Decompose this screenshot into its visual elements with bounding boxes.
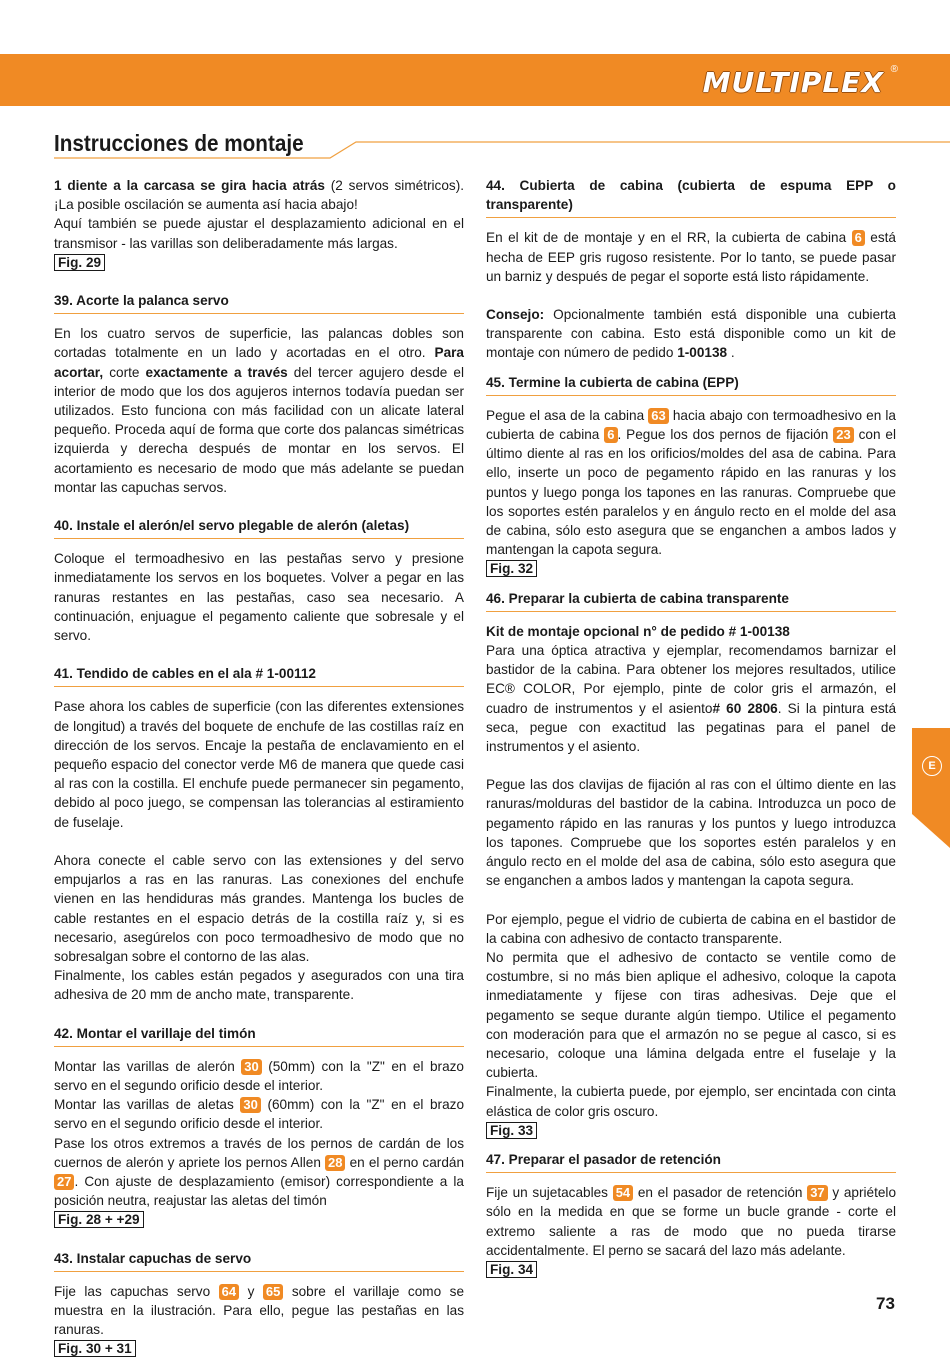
text-span: . Con ajuste de desplazamiento (emisor) correspondiente a la posición neutra, reajustar las aletas del timón xyxy=(54,1173,464,1209)
intro-paragraph xyxy=(54,176,464,214)
text-span: . Si la pintura está seca, pegue con exactitud las pegatinas para el panel de instrumentos y el asiento. xyxy=(486,700,897,755)
section-41-p1: Pase ahora los cables de superficie (con las diferentes extensiones de longitud) a través del boquete de enchufe de las costillas raíz en dirección de los servos. Encaje la pestaña de enclavamiento en el pequeño espacio del conector verde M6 de manera que quede casi al ras con la costilla. El enchufe puede permanecer sin pegamento, debido al poco juego, se compensan las tolerancias al estiramiento de fuselaje. xyxy=(54,699,464,830)
registered-mark: ® xyxy=(890,64,898,75)
text-span: hacia abajo con termoadhesivo en la cubierta de cabina xyxy=(486,407,896,443)
header-band xyxy=(0,54,950,106)
text-span: Opcionalmente también está disponible una cubierta transparente con cabina. Esto está disponible como un kit de montaje con número de pedido xyxy=(486,307,896,361)
text-span: . Pegue los dos pernos de fijación xyxy=(617,427,834,443)
part-number-badge: 30 xyxy=(240,1097,260,1113)
text-span: del tercer agujero desde el interior de modo que los dos agujeros internos todavía puedan ser utilizados. Esto funciona con más facilidad con un alicate lateral pequeño. Proceda aquí de forma que corte dos palancas simétricas izquierda y derecha después de montar en los servos. El acortamiento es necesario de modo que más adelante se puedan montar las capuchas servos. xyxy=(54,364,464,495)
figure-ref: Fig. 33 xyxy=(486,1122,537,1139)
section-46-p2: Pegue las dos clavijas de fijación al ras con el último diente en las ranuras/molduras del bastidor de la cabina. Introduzca un poco de pegamento rápido en las ranuras y los puntos y luego introduzca los tapones. Compruebe que los soportes estén paralelos y en ángulo recto en el molde del asa de cabina, sólo esto asegura que se enganchen a ambos lados y mantengan la capota segura. xyxy=(486,777,896,889)
part-number-badge: 37 xyxy=(807,1185,827,1201)
section-41-p2: Ahora conecte el cable servo con las extensiones y del servo empujarlos a ras en las ranuras. Las conexiones del enchufe vienen en las hendiduras más grandes. Mantenga los bucles de cable restantes en el espacio detrás de la costilla raíz y, si es necesario, asegúrelos con poco termoadhesivo de modo que no sobresalgan sobre el contorno de las alas. xyxy=(54,852,464,964)
section-44-text xyxy=(486,228,896,286)
subheading-text: Kit de montaje opcional n° de pedido # 1-00138 xyxy=(486,623,790,639)
section-39-text xyxy=(54,324,464,497)
text-span: sobre el varillaje como se muestra en la ilustración. Para ello, pegue las pestañas en las ranuras. xyxy=(54,1283,465,1338)
tip-label: Consejo: xyxy=(486,307,545,323)
language-tab xyxy=(912,728,950,848)
text-span: Fije las capuchas servo xyxy=(54,1283,219,1299)
figure-ref: Fig. 30 + 31 xyxy=(54,1340,136,1357)
section-heading-44: 44. Cubierta de cabina (cubierta de espuma EPP o transparente) xyxy=(486,176,896,218)
part-number-badge: 6 xyxy=(604,427,617,443)
page-number: 73 xyxy=(876,1294,895,1313)
section-40-text: Coloque el termoadhesivo en las pestañas servo y presione inmediatamente los servos en los boquetes. Volver a pegar en las ranuras restantes en las pestañas, caso sea necesario. A continuación, enjuague el pegamento caliente que sobresale y el servo. xyxy=(54,551,464,644)
part-number-badge: 30 xyxy=(241,1059,261,1075)
section-46-p4: No permita que el adhesivo de contacto se ventile como de costumbre, si no más bien aplique el adhesivo, coloque la capota inmediatamente y fíjese con tiras adhesivas. Deje que el pegamento se seque durante algún tiempo. Utilice el pegamento con moderación para que el armazón no se pegue al casco, si es necesario, coloque una lámina delgada entre el fuselaje y la cubierta. xyxy=(486,949,896,1081)
figure-ref: Fig. 29 xyxy=(54,254,105,271)
section-heading-40: 40. Instale el alerón/el servo plegable de alerón (aletas) xyxy=(54,516,464,539)
text-span: . xyxy=(727,345,735,361)
part-number-badge: 28 xyxy=(325,1155,345,1171)
bold-span: exactamente a través xyxy=(145,364,288,380)
text-span: Pegue el asa de la cabina xyxy=(486,407,649,423)
part-number-badge: 6 xyxy=(852,230,865,246)
text-span: (50mm) con la "Z" en el brazo servo en el segundo orificio desde el interior. xyxy=(54,1058,464,1093)
text-span: Montar las varillas de alerón xyxy=(54,1058,242,1074)
section-heading-42: 42. Montar el varillaje del timón xyxy=(54,1024,464,1047)
text-span: en el pasador de retención xyxy=(633,1185,808,1201)
text-span: está hecha de EEP gris rugoso resistente. Por lo tanto, se puede pasar un barniz y después de pegar el soporte está listo rápidamente. xyxy=(486,230,896,284)
section-46-p1 xyxy=(486,641,896,756)
text-span: corte xyxy=(103,364,146,380)
brand-logo: MULTIPLEX xyxy=(702,66,884,99)
section-heading-47: 47. Preparar el pasador de retención xyxy=(486,1150,896,1173)
section-44-tip xyxy=(486,305,896,363)
part-number-badge: 54 xyxy=(613,1185,633,1201)
left-column xyxy=(54,176,464,1359)
text-span: Para una óptica atractiva y ejemplar, recomendamos barnizar el bastidor de la cabina. Para obtener los mejores resultados, utilice EC® COLOR, Por ejemplo, pinte de color gris el armazón, el cuadro de instrumentos y el asiento xyxy=(486,643,896,716)
section-heading-41: 41. Tendido de cables en el ala # 1-00112 xyxy=(54,664,464,687)
part-number-badge: 27 xyxy=(54,1174,74,1190)
text-span: En los cuatro servos de superficie, las palancas dobles son cortadas totalmente en un lado y acortadas en el otro. xyxy=(54,326,464,361)
section-42-p2 xyxy=(54,1095,464,1133)
part-number-badge: 65 xyxy=(263,1284,283,1300)
figure-ref: Fig. 28 + +29 xyxy=(54,1211,144,1228)
section-46-p5: Finalmente, la cubierta puede, por ejemplo, ser encintada con cinta elástica de color gris oscuro. xyxy=(486,1084,896,1119)
intro-bold: 1 diente a la carcasa se gira hacia atrás xyxy=(54,178,325,193)
right-column xyxy=(486,176,896,1279)
section-42-p1 xyxy=(54,1057,464,1095)
text-span: En el kit de de montaje y en el RR, la cubierta de cabina xyxy=(486,230,852,246)
text-span: (60mm) con la "Z" en el brazo servo en el segundo orificio desde el interior. xyxy=(54,1097,465,1132)
section-43-text xyxy=(54,1282,464,1340)
section-45-text xyxy=(486,406,896,560)
language-tab-letter: E xyxy=(922,756,942,776)
figure-ref: Fig. 32 xyxy=(486,560,537,577)
text-span: Montar las varillas de aletas xyxy=(54,1097,241,1113)
page-title: Instrucciones de montaje xyxy=(54,130,304,156)
section-heading-43: 43. Instalar capuchas de servo xyxy=(54,1249,464,1272)
section-42-p3 xyxy=(54,1134,464,1211)
text-span: Fije un sujetacables xyxy=(486,1185,613,1201)
section-47-text xyxy=(486,1183,896,1260)
section-41-p3: Finalmente, los cables están pegados y asegurados con una tira adhesiva de 20 mm de ancho mate, transparente. xyxy=(54,968,464,1003)
text-span: Pase los otros extremos a través de los pernos de cardán de los cuernos de alerón y apriete los pernos Allen xyxy=(54,1135,464,1170)
part-number-badge: 64 xyxy=(219,1284,239,1300)
section-heading-46: 46. Preparar la cubierta de cabina transparente xyxy=(486,589,896,612)
order-number: 1-00138 xyxy=(677,345,728,361)
section-46-p3: Por ejemplo, pegue el vidrio de cubierta de cabina en el bastidor de la cabina con adhesivo de contacto transparente. xyxy=(486,911,896,946)
text-span: con el último diente al ras en los orificios/moldes del asa de cabina. Para ello, inserte un poco de pegamento rápido en las ranuras y los puntos y luego ponga los tapones en las ranuras. Compruebe que los soportes estén paralelos y en ángulo recto en el molde del asa de cabina, sólo esto asegura que se enganchen a ambos lados y mantengan la capota segura. xyxy=(486,427,896,558)
intro-text: (2 servos simétricos). ¡La posible oscilación se aumenta así hacia abajo! xyxy=(54,178,464,213)
section-46-subheading xyxy=(486,622,896,641)
section-heading-39: 39. Acorte la palanca servo xyxy=(54,291,464,314)
part-number-badge: 63 xyxy=(648,408,668,424)
intro-paragraph-2: Aquí también se puede ajustar el desplazamiento adicional en el transmisor - las varillas son deliberadamente más largas. xyxy=(54,216,464,251)
part-number-badge: 23 xyxy=(833,427,853,443)
text-span: y apriételo sólo en la medida en que se forme un bucle grande - corte el extremo saliente a ras de modo que no pueda tirarse accidentalmente. El perno se sacará del lazo más adelante. xyxy=(486,1185,897,1258)
section-heading-45: 45. Termine la cubierta de cabina (EPP) xyxy=(486,373,896,396)
figure-ref: Fig. 34 xyxy=(486,1261,537,1278)
bold-span: Para acortar, xyxy=(54,345,464,380)
text-span: y xyxy=(239,1283,263,1299)
order-number: # 60 2806 xyxy=(712,700,778,716)
text-span: en el perno cardán xyxy=(345,1154,464,1170)
